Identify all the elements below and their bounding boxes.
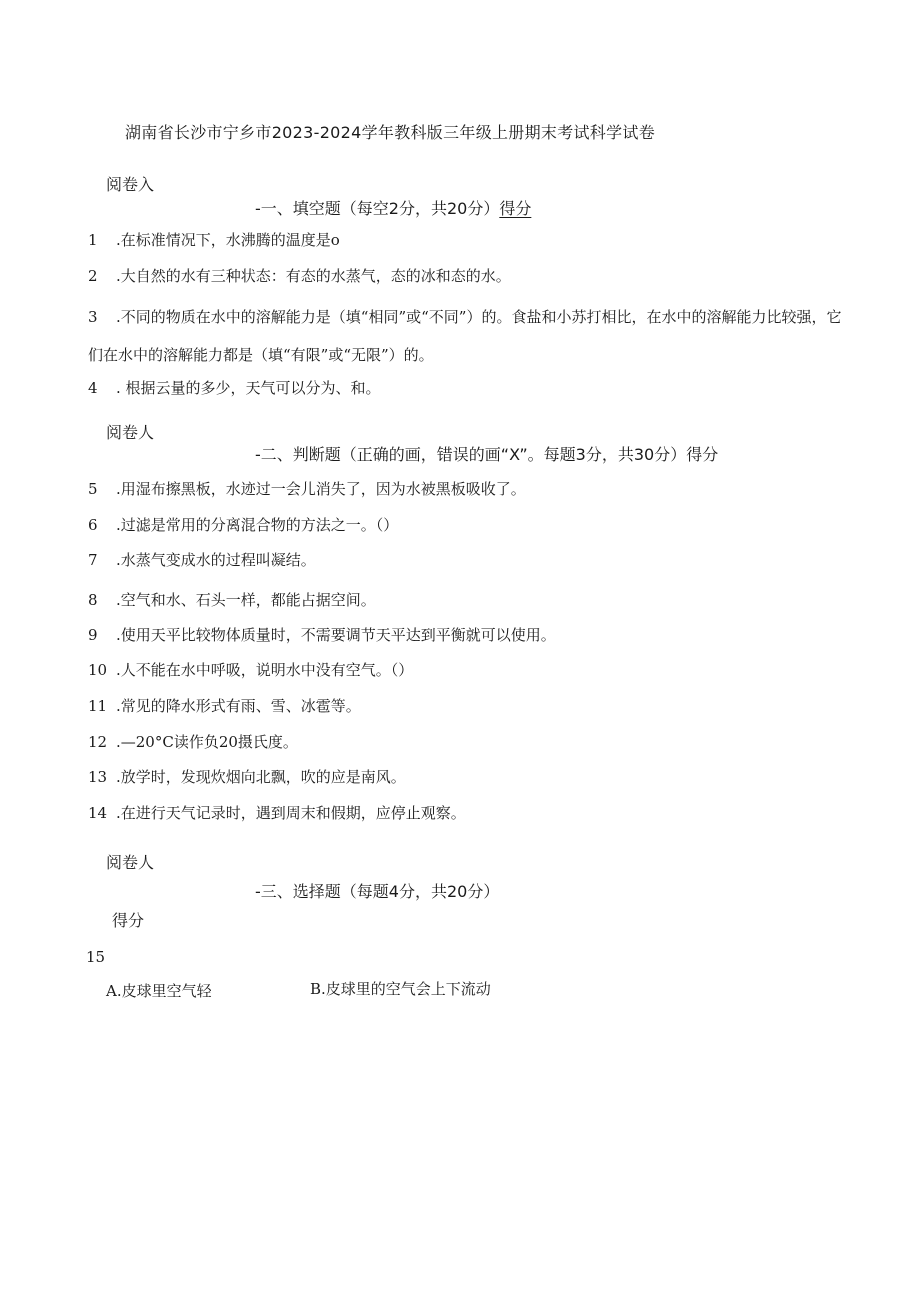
- score-label: 得分: [112, 911, 145, 930]
- question-number: 8: [88, 591, 98, 609]
- question-number: 4: [88, 379, 98, 397]
- question-text: . 根据云量的多少，天气可以分为、和。: [116, 379, 381, 397]
- question-number: 2: [88, 267, 98, 285]
- question-text: .空气和水、石头一样，都能占据空间。: [116, 591, 376, 609]
- question-text: .在进行天气记录时，遇到周末和假期，应停止观察。: [116, 804, 466, 822]
- question-text: .不同的物质在水中的溶解能力是（填“相同”或“不同”）的。食盐和小苏打相比，在水中的溶解能力比较强，它们在水中的溶解能力都是（填“有限”或“无限”）的。: [88, 308, 842, 364]
- question-number: 15: [86, 948, 106, 966]
- question-text: .水蒸气变成水的过程叫凝结。: [116, 551, 316, 569]
- question-14: [88, 803, 466, 823]
- score-label: 得分: [499, 199, 532, 218]
- question-11: [88, 696, 361, 716]
- question-9: [88, 625, 556, 645]
- question-2: [88, 266, 511, 286]
- reviewer-label-2: 阅卷人: [106, 423, 155, 442]
- question-number: 11: [88, 697, 108, 715]
- question-number: 14: [88, 804, 108, 822]
- question-number: 7: [88, 551, 98, 569]
- question-15: [86, 947, 105, 967]
- question-7: [88, 550, 316, 570]
- question-text: .在标准情况下，水沸腾的温度是o: [116, 231, 340, 249]
- question-text: .放学时，发现炊烟向北飘，吹的应是南风。: [116, 768, 406, 786]
- section-heading-true-false: -二、判断题（正确的画，错误的画“X”。每题3分，共30分）得分: [255, 445, 719, 464]
- question-number: 12: [88, 733, 108, 751]
- reviewer-label-3: 阅卷人: [106, 853, 155, 872]
- option-a: A.皮球里空气轻: [106, 982, 212, 1000]
- question-number: 3: [88, 308, 98, 326]
- question-number: 9: [88, 626, 98, 644]
- question-text: .用湿布擦黑板，水迹过一会儿消失了，因为水被黑板吸收了。: [116, 480, 526, 498]
- question-text: .使用天平比较物体质量时，不需要调节天平达到平衡就可以使用。: [116, 626, 556, 644]
- question-5: [88, 479, 526, 499]
- question-12: [88, 732, 298, 752]
- question-text: .人不能在水中呼吸，说明水中没有空气。（）: [116, 661, 414, 679]
- section-heading-text: -一、填空题（每空2分，共20分）: [255, 199, 500, 218]
- question-6: [88, 515, 398, 535]
- question-8: [88, 590, 376, 610]
- question-3: [88, 298, 848, 374]
- section-heading-fill-in: [255, 196, 531, 219]
- reviewer-label-1: 阅卷入: [106, 175, 155, 194]
- exam-title: 湖南省长沙市宁乡市2023-2024学年教科版三年级上册期末考试科学试卷: [125, 123, 656, 142]
- question-number: 10: [88, 661, 108, 679]
- question-text: .常见的降水形式有雨、雪、冰雹等。: [116, 697, 361, 715]
- question-number: 5: [88, 480, 98, 498]
- question-text: .过滤是常用的分离混合物的方法之一。（）: [116, 516, 399, 534]
- option-b: B.皮球里的空气会上下流动: [310, 980, 491, 998]
- question-13: [88, 767, 406, 787]
- question-text: .—20°C读作负20摄氏度。: [116, 733, 298, 751]
- question-number: 13: [88, 768, 108, 786]
- section-heading-multiple-choice: -三、选择题（每题4分，共20分）: [255, 882, 500, 901]
- question-1: [88, 230, 340, 250]
- question-number: 6: [88, 516, 98, 534]
- question-10: [88, 660, 413, 680]
- question-number: 1: [88, 231, 98, 249]
- question-4: [88, 378, 381, 398]
- question-text: .大自然的水有三种状态：有态的水蒸气，态的冰和态的水。: [116, 267, 511, 285]
